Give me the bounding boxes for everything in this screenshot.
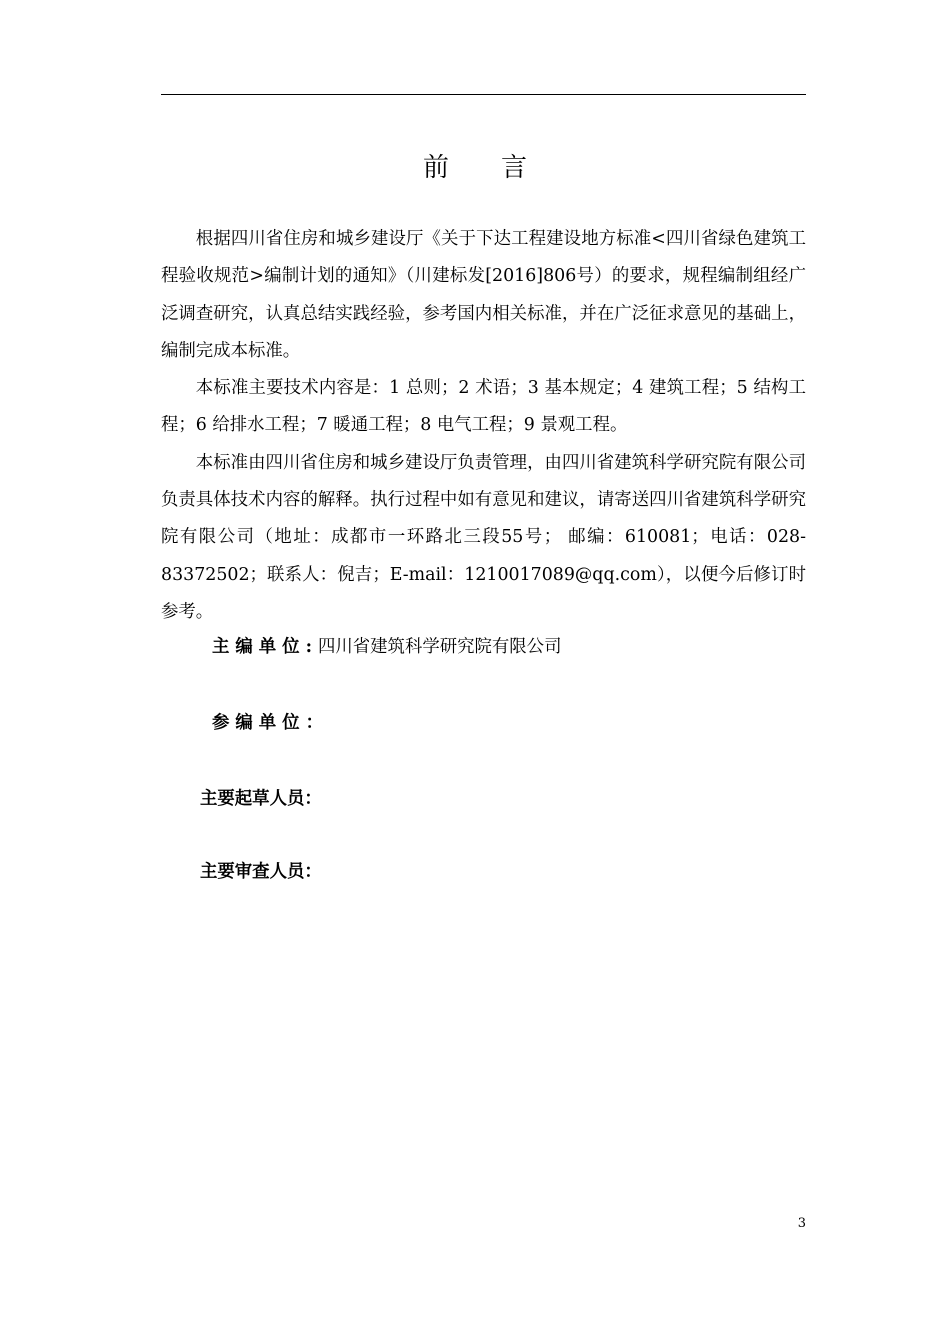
- paragraph-basis: 根据四川省住房和城乡建设厅《关于下达工程建设地方标准<四川省绿色建筑工程验收规范>编制计划的通知》（川建标发[2016]806号）的要求，规程编制组经广泛调查研究，认真总结实践经验，参考国内相关标准，并在广泛征求意见的基础上，编制完成本标准。: [161, 229, 806, 361]
- coeditor-unit-row: [212, 708, 329, 738]
- preface-body: [161, 221, 806, 631]
- coeditor-unit-label: 参编单位：: [212, 713, 329, 733]
- main-reviewers-label: 主要审查人员：: [200, 862, 322, 882]
- page-number: 3: [797, 1216, 806, 1231]
- header-rule: [161, 94, 806, 95]
- main-drafters-label: 主要起草人员：: [200, 789, 322, 809]
- paragraph-management: 本标准由四川省住房和城乡建设厅负责管理，由四川省建筑科学研究院有限公司负责具体技术内容的解释。执行过程中如有意见和建议，请寄送四川省建筑科学研究院有限公司（地址：成都市一环路北三段55号； 邮编：610081；电话：028-83372502；联系人：倪吉；E-mail：1210017089@qq.com），以便今后修订时参考。: [161, 452, 806, 622]
- page-title: 前言: [422, 153, 579, 183]
- paragraph-contents: 本标准主要技术内容是：1 总则；2 术语；3 基本规定；4 建筑工程；5 结构工程；6 给排水工程；7 暖通工程；8 电气工程；9 景观工程。: [161, 378, 806, 436]
- editor-unit-value: 四川省建筑科学研究院有限公司: [317, 637, 562, 657]
- main-drafters-row: [200, 784, 322, 814]
- editor-unit-label: 主编单位:: [212, 637, 318, 657]
- editor-unit-row: [212, 632, 561, 662]
- main-reviewers-row: [200, 857, 322, 887]
